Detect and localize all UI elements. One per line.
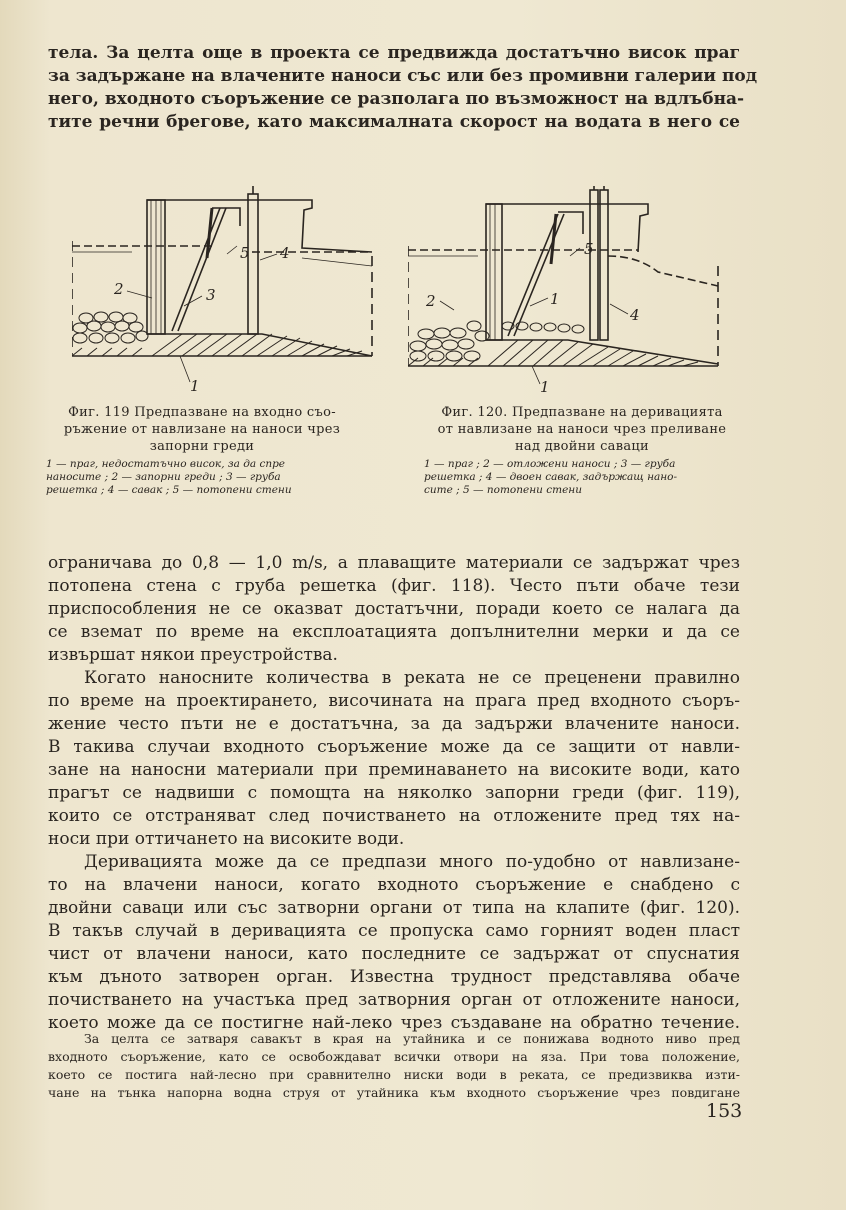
text-line: чане на тънка напорна водна струя от утайника към входното съоръжение чрез повдигане bbox=[48, 1085, 740, 1100]
fig120-label: 1 bbox=[550, 290, 560, 308]
small-print-paragraph bbox=[48, 1030, 740, 1102]
text-line: За целта се затваря савакът в края на утайника и се понижава водното ниво пред bbox=[84, 1031, 740, 1046]
fig120-label: 1 bbox=[540, 378, 550, 396]
text-line: носи при оттичането на високите води. bbox=[48, 829, 405, 849]
text-line: входното съоръжение, като се освобождават всички отвори на яза. При това положение, bbox=[48, 1049, 740, 1064]
text-line: тела. За целта още в проекта се предвижда достатъчно висок праг bbox=[48, 43, 740, 63]
legend-line: 1 — праг ; 2 — отложени наноси ; 3 — груба bbox=[424, 458, 676, 470]
caption-legend bbox=[46, 458, 358, 497]
top-paragraph bbox=[48, 42, 758, 134]
text-line: жение често пъти не е достатъчна, за да задържи влачените наноси. bbox=[48, 714, 740, 734]
text-line: Когато наносните количества в реката не се преценени правилно bbox=[84, 668, 740, 688]
fig119-label: 5 bbox=[240, 244, 250, 262]
body-paragraph bbox=[48, 851, 740, 1035]
legend-line: наносите ; 2 — запорни греди ; 3 — груба bbox=[46, 471, 281, 483]
text-line: към дъното затворен орган. Известна трудност представлява обаче bbox=[48, 967, 740, 987]
caption-title-line: Фиг. 119 Предпазване на входно съо- bbox=[68, 405, 336, 420]
text-line: по време на проектирането, височината на прага пред входното съоръ- bbox=[48, 691, 740, 711]
fig120-label: 4 bbox=[630, 306, 640, 324]
text-line: двойни саваци или със затворни органи от типа на клапите (фиг. 120). bbox=[48, 898, 740, 918]
fig119-label: 1 bbox=[190, 377, 200, 395]
fig120-label: 5 bbox=[584, 240, 594, 258]
legend-line: 1 — праг, недостатъчно висок, за да спре bbox=[46, 458, 286, 470]
page-number: 153 bbox=[706, 1100, 743, 1122]
fig120-label: 2 bbox=[426, 292, 436, 310]
text-line: чист от влачени наноси, като последните се задържат от спуснатия bbox=[48, 944, 740, 964]
caption-legend bbox=[424, 458, 740, 497]
figure-119 bbox=[72, 186, 382, 400]
body-paragraph bbox=[48, 667, 740, 851]
text-line: почистването на участъка пред затворния орган от отложените наноси, bbox=[48, 990, 740, 1010]
text-line: приспособления не се оказват достатъчни, поради което се налага да bbox=[48, 599, 740, 619]
caption-title-line: запорни греди bbox=[149, 439, 255, 454]
text-line: което се постига най-лесно при сравнително ниски води в реката, се предизвиква изти- bbox=[48, 1067, 740, 1082]
text-line: В такива случаи входното съоръжение може да се защити от навли- bbox=[48, 737, 740, 757]
caption-title-line: Фиг. 120. Предпазване на деривацията bbox=[441, 405, 723, 420]
text-line: зане на наносни материали при преминаването на високите води, като bbox=[48, 760, 740, 780]
text-line: за задържане на влачените наноси със или без промивни галерии под bbox=[48, 66, 758, 86]
legend-line: решетка ; 4 — двоен савак, задържащ нано- bbox=[424, 471, 678, 483]
text-line: Деривацията може да се предпази много по-удобно от навлизане- bbox=[84, 852, 740, 872]
text-line: извършат някои преустройства. bbox=[48, 645, 338, 665]
caption-title-line: ръжение от навлизане на наноси чрез bbox=[63, 422, 341, 437]
figure-120-caption bbox=[424, 404, 740, 497]
figure-119-caption bbox=[46, 404, 358, 497]
text-line: което може да се постигне най-леко чрез създаване на обратно течение. bbox=[48, 1013, 740, 1033]
text-line: В такъв случай в деривацията се пропуска само горният воден пласт bbox=[48, 921, 740, 941]
fig119-label: 3 bbox=[206, 286, 216, 304]
text-line: потопена стена с груба решетка (фиг. 118). Често пъти обаче тези bbox=[48, 576, 740, 596]
legend-line: сите ; 5 — потопени стени bbox=[424, 484, 582, 496]
text-line: ограничава до 0,8 — 1,0 m/s, а плаващите материали се задържат чрез bbox=[48, 553, 740, 573]
fig119-label: 4 bbox=[280, 244, 290, 262]
text-line: тите речни брегове, като максималната скорост на водата в него се bbox=[48, 112, 740, 132]
text-line: които се отстраняват след почистването на отложените пред тях на- bbox=[48, 806, 740, 826]
fig119-label: 2 bbox=[114, 280, 124, 298]
figure-120 bbox=[408, 186, 728, 400]
legend-line: решетка ; 4 — савак ; 5 — потопени стени bbox=[46, 484, 292, 496]
text-line: се вземат по време на експлоатацията допълнителни мерки и да се bbox=[48, 622, 740, 642]
caption-title-line: над двойни саваци bbox=[514, 439, 650, 454]
figure-119-drawing bbox=[72, 186, 382, 396]
figure-120-drawing bbox=[408, 186, 728, 396]
text-line: то на влачени наноси, когато входното съоръжение е снабдено с bbox=[48, 875, 740, 895]
body-paragraph bbox=[48, 552, 740, 667]
caption-title-line: от навлизане на наноси чрез преливане bbox=[437, 422, 727, 437]
text-line: прагът се надвиши с помощта на няколко запорни греди (фиг. 119), bbox=[48, 783, 740, 803]
text-line: него, входното съоръжение се разполага по възможност на вдлъбна- bbox=[48, 89, 745, 109]
